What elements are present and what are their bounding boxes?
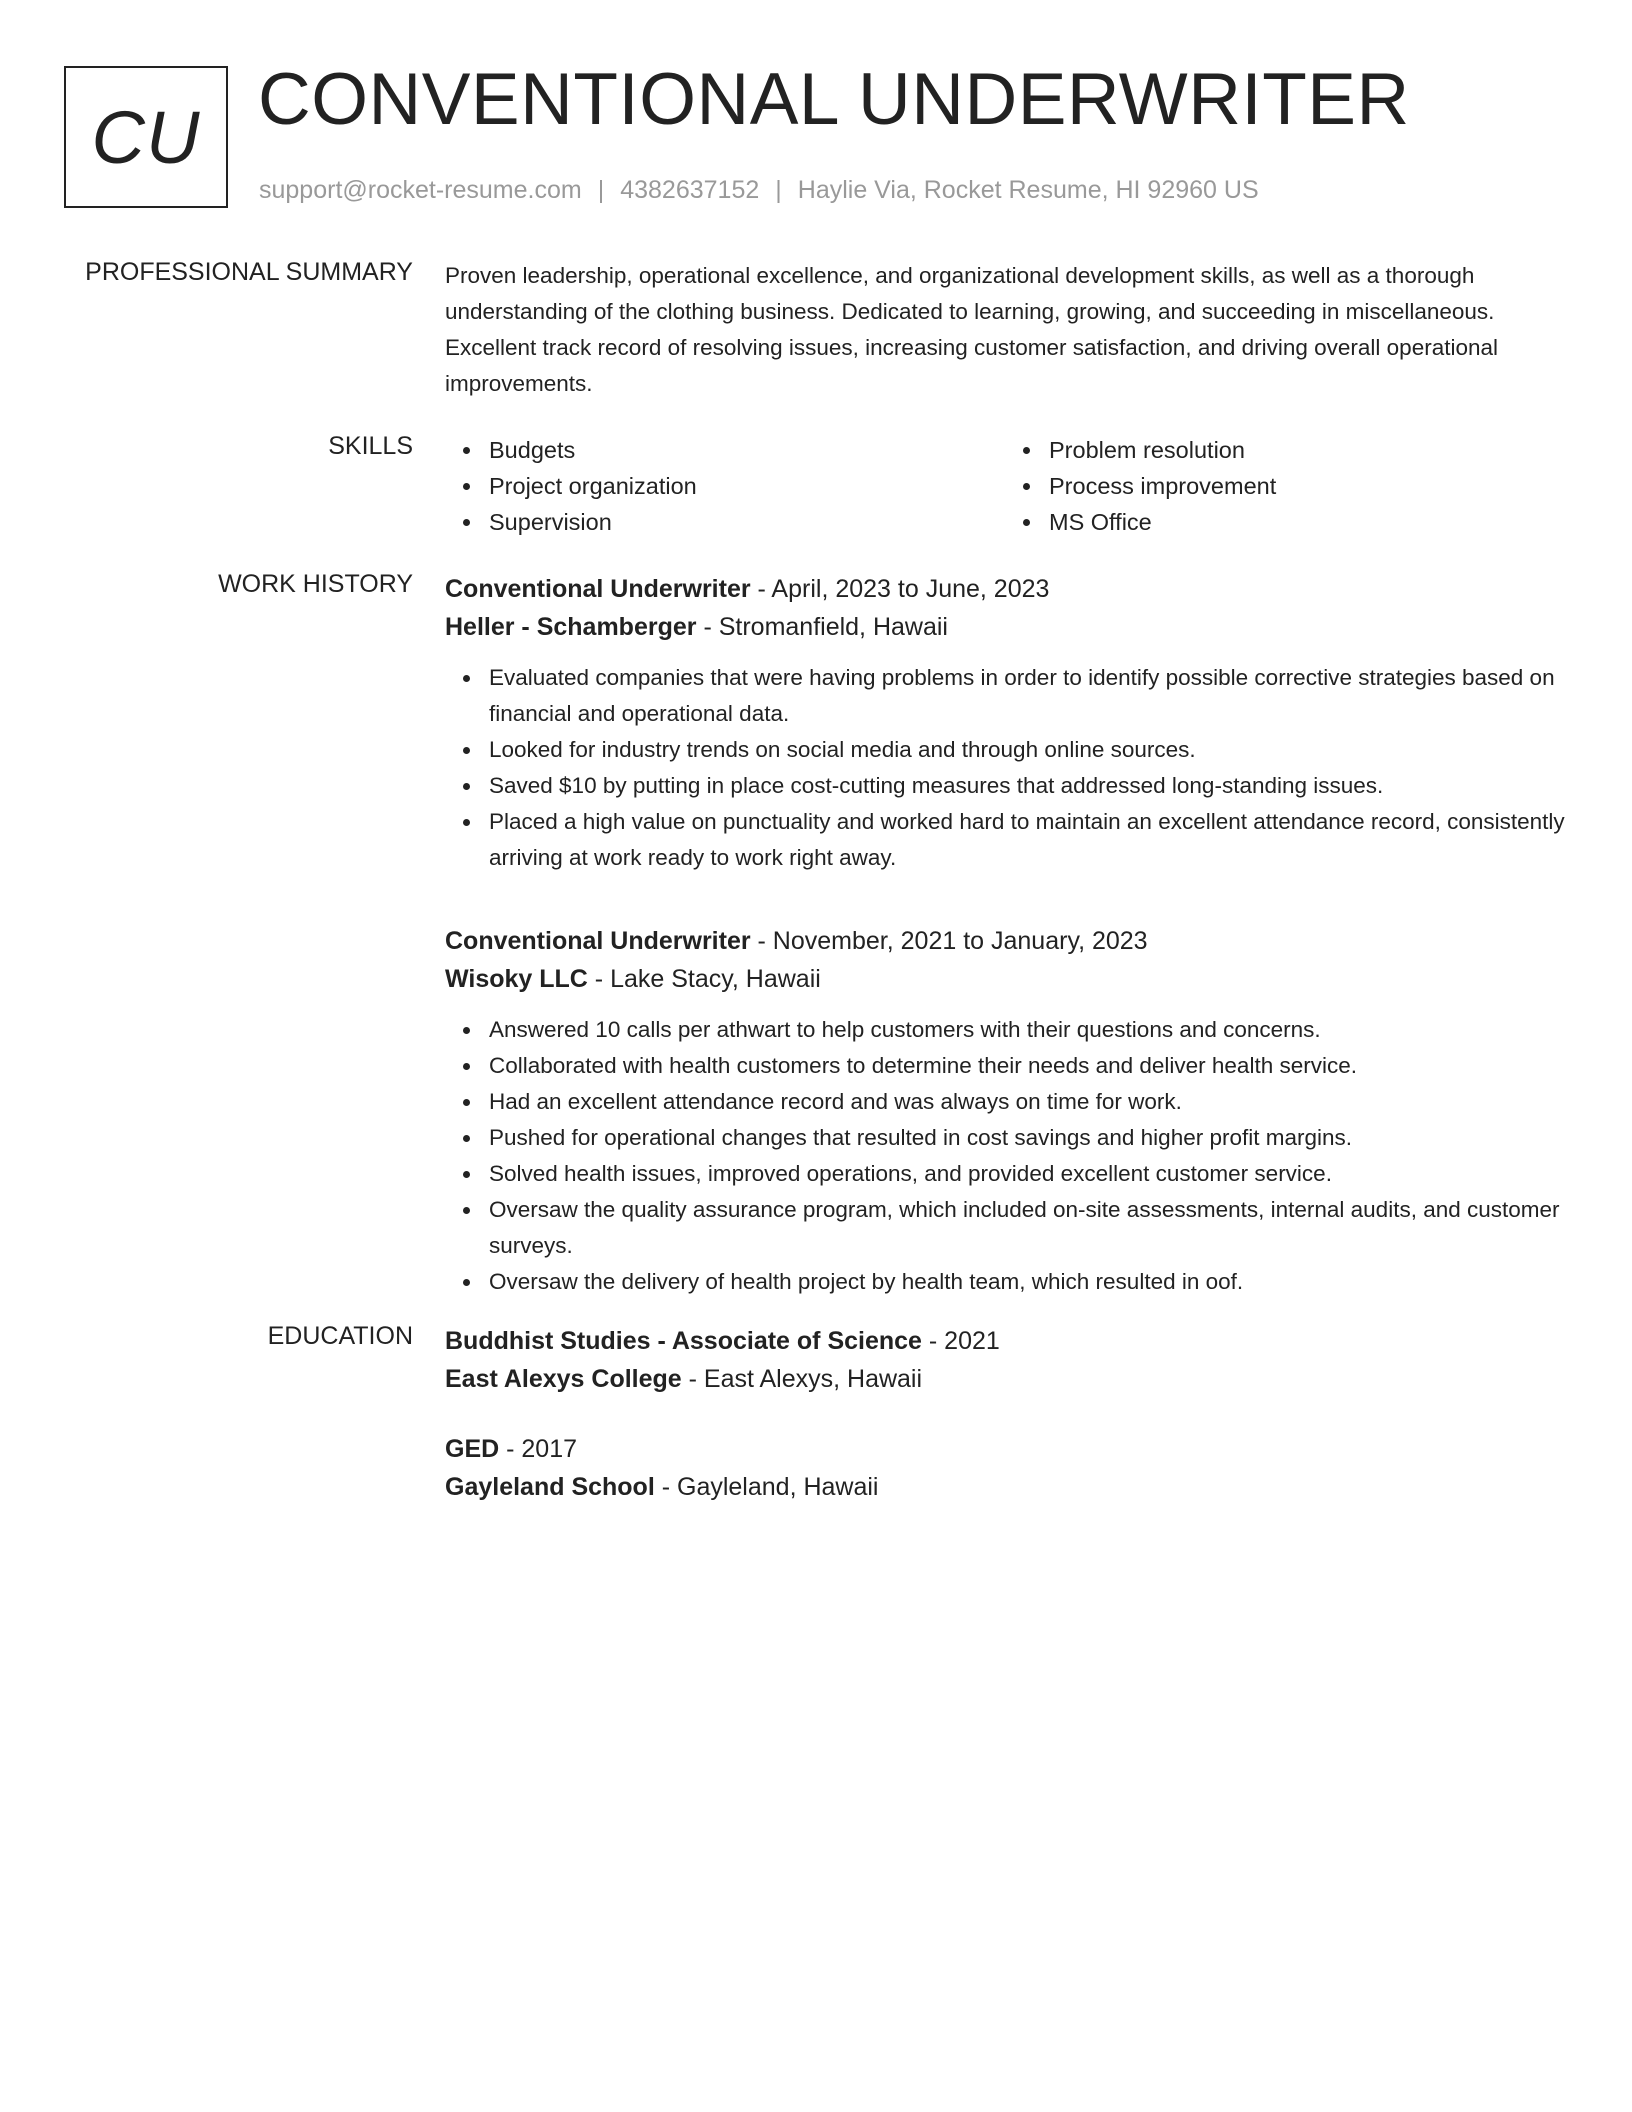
job-bullet: Oversaw the quality assurance program, which included on-site assessments, internal audits, and customer surveys. (489, 1192, 1565, 1264)
job-company: Heller - Schamberger (445, 613, 697, 641)
job-title-line (445, 570, 1565, 608)
job-location: - Stromanfield, Hawaii (696, 613, 948, 641)
job-company-line (445, 960, 1565, 998)
skills-column-left (445, 432, 1005, 540)
summary-text: Proven leadership, operational excellence, and organizational development skills, as well as a thorough understanding of the clothing business. Dedicated to learning, growing, and succeeding in miscellaneous. Excellent track record of resolving issues, increasing customer satisfaction, and driving overall operational improvements. (445, 263, 1499, 396)
job-bullet: Looked for industry trends on social media and through online sources. (489, 732, 1565, 768)
monogram-box (64, 66, 228, 208)
contact-phone[interactable]: 4382637152 (620, 176, 760, 204)
skill-item: Supervision (489, 504, 1005, 540)
job-position: Conventional Underwriter (445, 927, 751, 955)
education-location: - Gayleland, Hawaii (654, 1473, 879, 1501)
education-year: - 2017 (499, 1435, 578, 1463)
monogram-initials: CU (91, 95, 201, 179)
contact-separator: | (775, 176, 782, 204)
job-bullet-list (445, 1012, 1565, 1300)
skill-item: Problem resolution (1049, 432, 1565, 468)
job-bullet: Saved $10 by putting in place cost-cutting measures that addressed long-standing issues. (489, 768, 1565, 804)
contact-line (259, 176, 1259, 205)
job-position: Conventional Underwriter (445, 575, 751, 603)
education-degree: Buddhist Studies - Associate of Science (445, 1327, 922, 1355)
section-title-skills: SKILLS (328, 432, 413, 460)
job-bullet: Pushed for operational changes that resulted in cost savings and higher profit margins. (489, 1120, 1565, 1156)
contact-separator: | (597, 176, 605, 204)
job-company-line (445, 608, 1565, 646)
education-school: Gayleland School (445, 1473, 655, 1501)
job-dates: - April, 2023 to June, 2023 (750, 575, 1050, 603)
job-bullet-list (445, 660, 1565, 876)
skill-item: MS Office (1049, 504, 1565, 540)
skill-item: Project organization (489, 468, 1005, 504)
education-entry (445, 1322, 1565, 1398)
job-bullet: Oversaw the delivery of health project by health team, which resulted in oof. (489, 1264, 1565, 1300)
job-dates: - November, 2021 to January, 2023 (750, 927, 1148, 955)
education-school: East Alexys College (445, 1365, 682, 1393)
section-title-summary: PROFESSIONAL SUMMARY (85, 258, 413, 286)
education-degree: GED (445, 1435, 500, 1463)
candidate-name: CONVENTIONAL UNDERWRITER (258, 59, 1410, 140)
job-bullet: Answered 10 calls per athwart to help customers with their questions and concerns. (489, 1012, 1565, 1048)
job-bullet: Evaluated companies that were having problems in order to identify possible corrective strategies based on financial and operational data. (489, 660, 1565, 732)
job-entry (445, 570, 1565, 876)
education-degree-line (445, 1430, 1565, 1468)
skills-column-right (1005, 432, 1565, 540)
education-year: - 2021 (921, 1327, 1000, 1355)
job-entry (445, 922, 1565, 1300)
education-degree-line (445, 1322, 1565, 1360)
job-location: - Lake Stacy, Hawaii (587, 965, 821, 993)
job-title-line (445, 922, 1565, 960)
skill-item: Process improvement (1049, 468, 1565, 504)
job-bullet: Had an excellent attendance record and was always on time for work. (489, 1084, 1565, 1120)
section-title-education: EDUCATION (267, 1322, 413, 1350)
skills-grid (445, 432, 1565, 540)
job-bullet: Placed a high value on punctuality and worked hard to maintain an excellent attendance record, consistently arriving at work ready to work right away. (489, 804, 1565, 876)
contact-email[interactable]: support@rocket-resume.com (259, 176, 582, 204)
job-bullet: Collaborated with health customers to determine their needs and deliver health service. (489, 1048, 1565, 1084)
education-location: - East Alexys, Hawaii (681, 1365, 923, 1393)
contact-address: Haylie Via, Rocket Resume, HI 92960 US (797, 176, 1259, 204)
job-company: Wisoky LLC (445, 965, 588, 993)
education-entry (445, 1430, 1565, 1506)
section-title-work-history: WORK HISTORY (218, 570, 413, 598)
education-school-line (445, 1360, 1565, 1398)
skill-item: Budgets (489, 432, 1005, 468)
job-bullet: Solved health issues, improved operations, and provided excellent customer service. (489, 1156, 1565, 1192)
education-school-line (445, 1468, 1565, 1506)
